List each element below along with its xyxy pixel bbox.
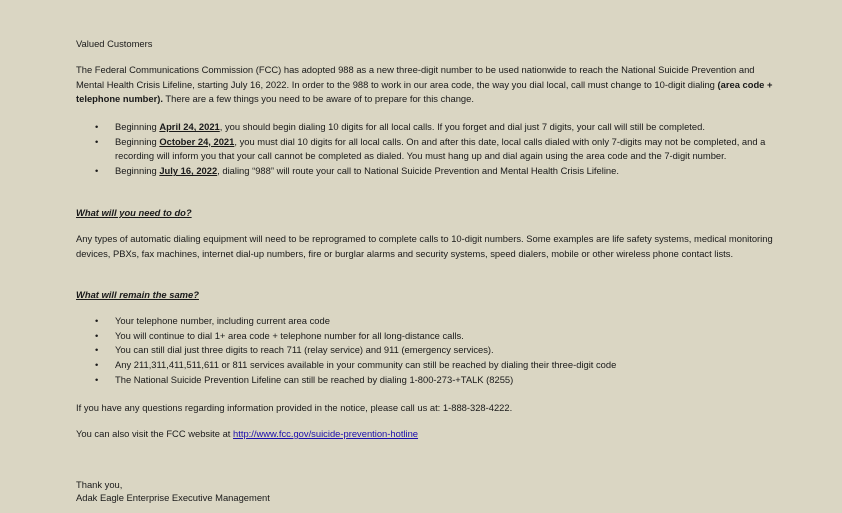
greeting: Valued Customers	[76, 38, 153, 49]
timeline-prefix: Beginning	[115, 165, 160, 177]
timeline-date: October 24, 2021	[159, 135, 235, 147]
timeline-text: , you must dial 10 digits for all local calls. On and after this date, local calls dialed with only 7-digits may not be completed, and a recording will inform you that your call cannot be completed as dialed. You must hang up and dial again using the area code and the 7-digit number.	[115, 135, 766, 162]
timeline-text: , dialing “988” will route your call to National Suicide Prevention and Mental Health Crisis Lifeline.	[217, 165, 619, 177]
list-item: • You can still dial just three digits to reach 711 (relay service) and 911 (emergency services).	[76, 343, 776, 358]
list-item	[76, 135, 776, 164]
section-body: Any types of automatic dialing equipment will need to be reprogramed to complete calls to 10-digit numbers. Some examples are life safety systems, medical monitoring devices, PBXs, fax machines, internet dial-up numbers, fire or burglar alarms and security systems, speed dialers, mobile or other wireless phone contact lists.	[76, 233, 773, 259]
list-item: • The National Suicide Prevention Lifeline can still be reached by dialing 1-800-273-+TALK (8255)	[76, 373, 776, 388]
list-item: • You will continue to dial 1+ area code + telephone number for all long-distance calls.	[76, 329, 776, 344]
section-heading: What will remain the same?	[76, 289, 199, 300]
section-heading: What will you need to do?	[76, 207, 192, 218]
intro-paragraph	[76, 63, 776, 107]
list-item	[76, 120, 776, 135]
closing-thanks: Thank you,	[76, 479, 123, 490]
timeline-date: July 16, 2022	[159, 165, 218, 177]
list-item: • Your telephone number, including current area code	[76, 314, 776, 329]
fcc-website-link[interactable]: http://www.fcc.gov/suicide-prevention-hotline	[233, 428, 419, 439]
intro-bold-text: (area code + telephone number).	[76, 78, 773, 105]
intro-text: The Federal Communications Commission (FCC) has adopted 988 as a new three-digit number to be used nationwide to reach the National Suicide Prevention and Mental Health Crisis Lifeline, starting July 16, 2022. In order to the 988 to work in our area code, the way you dial local, call must change to 10-digit dialing	[76, 64, 755, 90]
unchanged-list	[76, 314, 776, 388]
signature: Adak Eagle Enterprise Executive Management	[76, 492, 270, 503]
timeline-text: , you should begin dialing 10 digits for all local calls. If you forget and dial just 7 digits, your call will still be completed.	[219, 121, 705, 132]
questions-text: If you have any questions regarding information provided in the notice, please call us at: 1-888-328-4222.	[76, 402, 513, 413]
list-item: • Any 211,311,411,511,611 or 811 services available in your community can still be reached by dialing their three-digit code	[76, 358, 776, 373]
list-item	[76, 164, 776, 179]
timeline-prefix: Beginning	[115, 121, 160, 132]
timeline-prefix: Beginning	[115, 135, 160, 147]
timeline-list	[76, 120, 776, 179]
website-text: You can also visit the FCC website at	[76, 428, 234, 439]
timeline-date: April 24, 2021	[159, 121, 220, 132]
intro-text-end: There are a few things you need to be aware of to prepare for this change.	[162, 93, 474, 105]
website-line	[76, 427, 776, 442]
